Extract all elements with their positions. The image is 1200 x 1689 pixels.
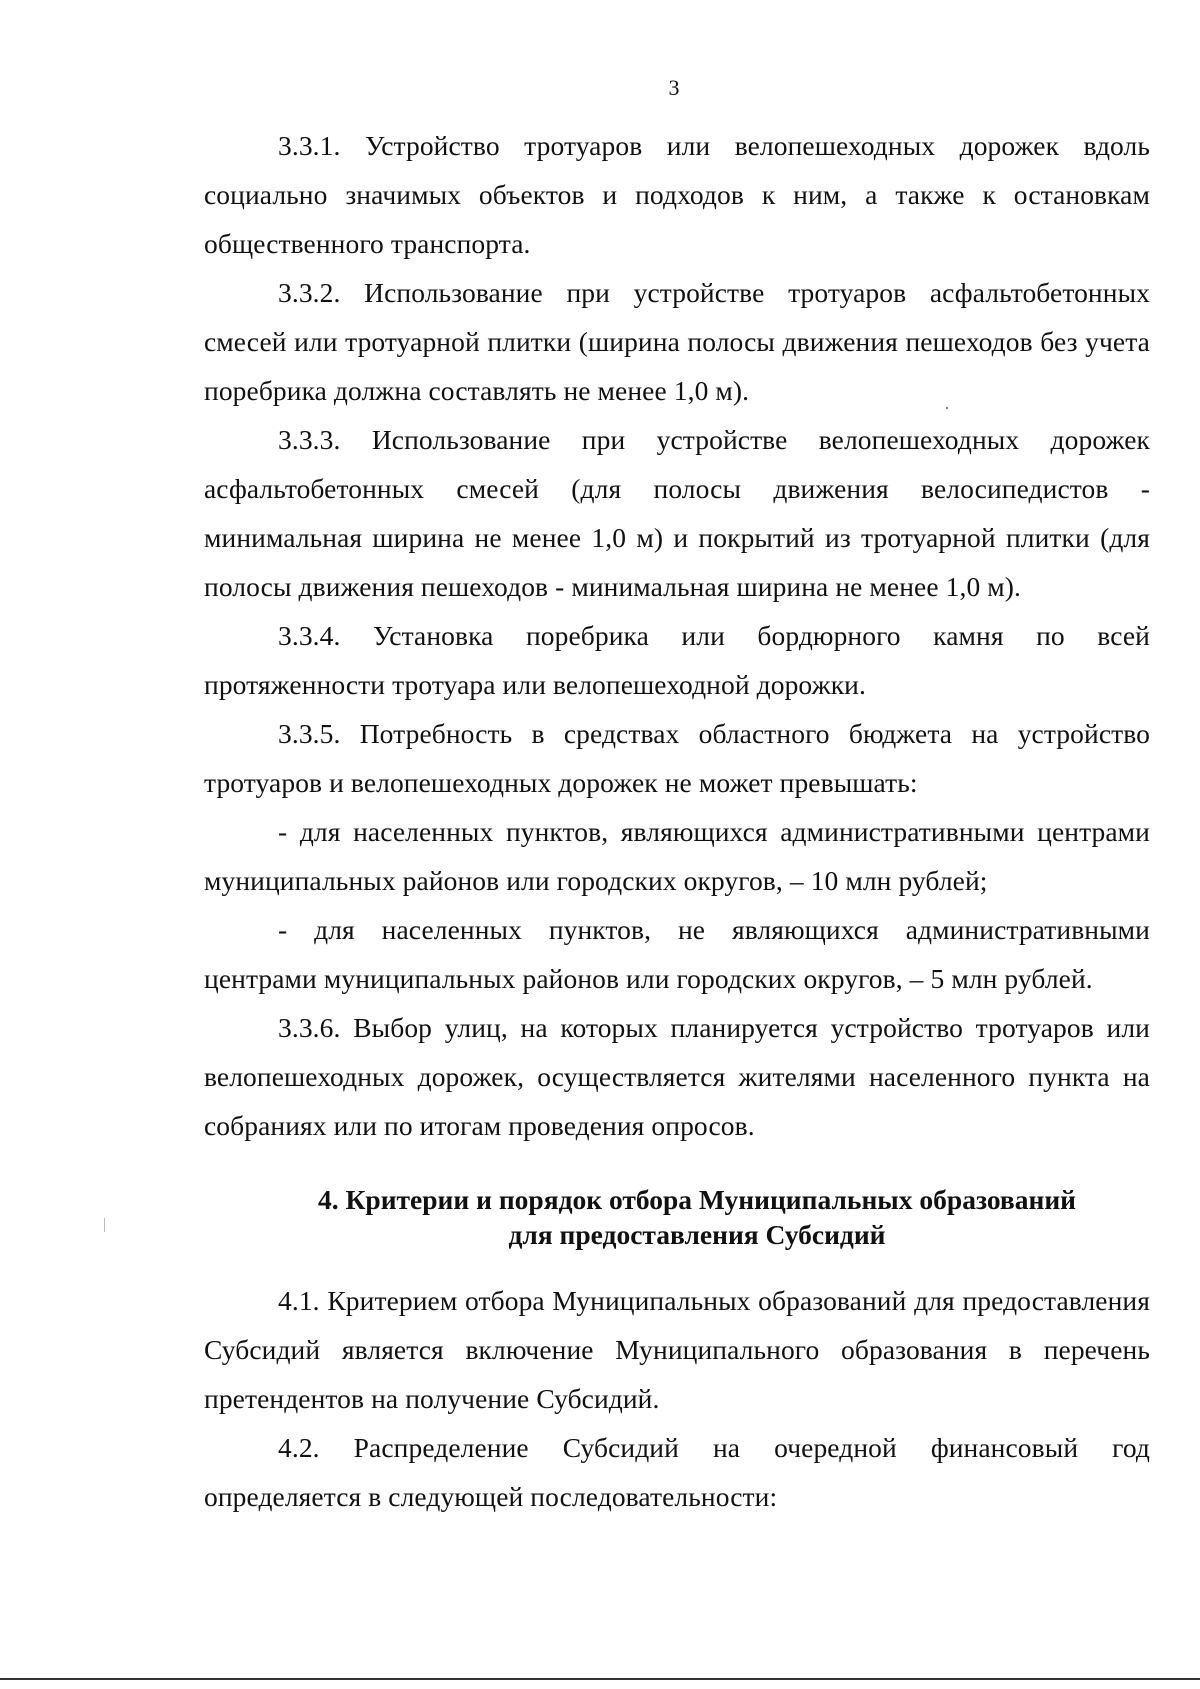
paragraph-3-3-4: 3.3.4. Установка поребрика или бордюрного камня по всей протяженности тротуара или велопешеходной дорожки. bbox=[204, 620, 1150, 700]
section-heading-line-1: 4. Критерии и порядок отбора Муниципальных образований bbox=[317, 1184, 1077, 1215]
paragraph-3-3-5: 3.3.5. Потребность в средствах областного бюджета на устройство тротуаров и велопешеходных дорожек не может превышать: bbox=[204, 718, 1150, 798]
paragraph-4-1: 4.1. Критерием отбора Муниципальных образований для предоставления Субсидий является включение Муниципального образования в перечень претендентов на получение Субсидий. bbox=[204, 1285, 1150, 1414]
paragraph-3-3-3: 3.3.3. Использование при устройстве велопешеходных дорожек асфальтобетонных смесей (для полосы движения велосипедистов - минимальная ширина не менее 1,0 м) и покрытий из тротуарной плитки (для полосы движения пешеходов - минимальная ширина не менее 1,0 м). bbox=[204, 424, 1150, 602]
paragraph-4-2: 4.2. Распределение Субсидий на очередной финансовый год определяется в следующей последовательности: bbox=[204, 1432, 1150, 1512]
scan-speck bbox=[946, 407, 948, 409]
document-body bbox=[204, 121, 1150, 1521]
paragraph-3-3-6: 3.3.6. Выбор улиц, на которых планируется устройство тротуаров или велопешеходных дорожек, осуществляется жителями населенного пункта на собраниях или по итогам проведения опросов. bbox=[204, 1012, 1150, 1141]
list-item-admin-centers: - для населенных пунктов, являющихся административными центрами муниципальных районов или городских округов, – 10 млн рублей; bbox=[204, 816, 1150, 896]
scan-margin-mark bbox=[104, 1218, 105, 1232]
section-heading bbox=[204, 1182, 1150, 1252]
paragraph-3-3-1: 3.3.1. Устройство тротуаров или велопешеходных дорожек вдоль социально значимых объектов и подходов к ним, а также к остановкам общественного транспорта. bbox=[204, 130, 1150, 259]
page-number: 3 bbox=[668, 75, 680, 100]
section-heading-line-2: для предоставления Субсидий bbox=[508, 1219, 886, 1250]
list-item-non-admin-centers: - для населенных пунктов, не являющихся административными центрами муниципальных районов или городских округов, – 5 млн рублей. bbox=[204, 914, 1150, 994]
scan-bottom-edge bbox=[0, 1678, 1200, 1680]
paragraph-3-3-2: 3.3.2. Использование при устройстве тротуаров асфальтобетонных смесей или тротуарной плитки (ширина полосы движения пешеходов без учета поребрика должна составлять не менее 1,0 м). bbox=[204, 277, 1150, 406]
